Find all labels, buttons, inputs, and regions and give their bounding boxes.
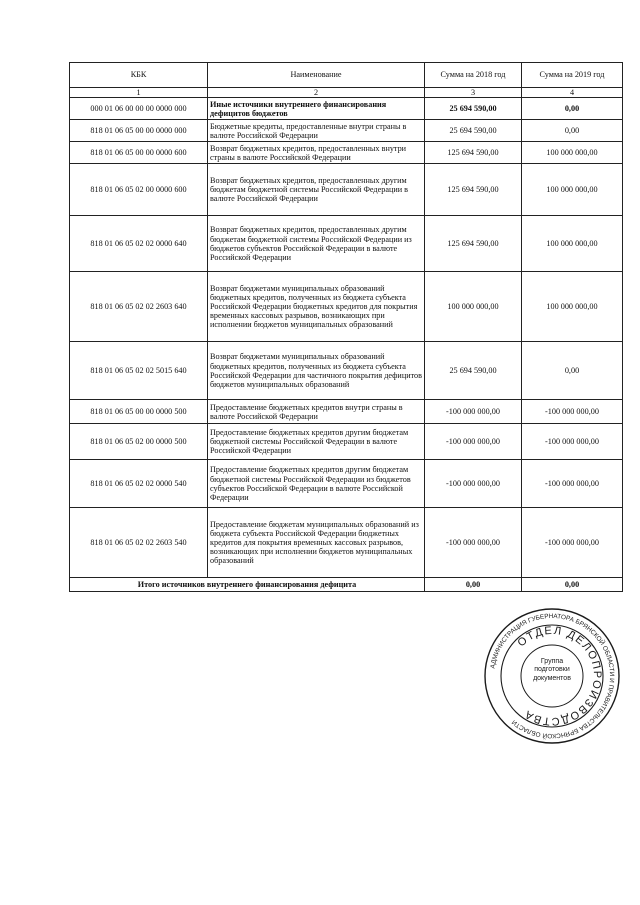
name-cell: Возврат бюджетных кредитов, предоставленных другим бюджетам бюджетной системы Российской Федерации в валюте Российской Федерации — [208, 164, 425, 216]
kbk-cell: 818 01 06 05 02 02 5015 640 — [70, 342, 208, 400]
kbk-cell: 818 01 06 05 02 02 2603 540 — [70, 508, 208, 578]
kbk-cell: 000 01 06 00 00 00 0000 000 — [70, 98, 208, 120]
table-row — [70, 508, 623, 578]
sum-2018-cell: -100 000 000,00 — [425, 400, 522, 424]
name-cell: Возврат бюджетами муниципальных образований бюджетных кредитов, полученных из бюджета субъекта Российской Федерации бюджетных кредитов для покрытия временных кассовых разрывов, возникающих при исполнении бюджетов муниципальных образований — [208, 272, 425, 342]
table-row — [70, 460, 623, 508]
kbk-cell: 818 01 06 05 02 02 0000 640 — [70, 216, 208, 272]
header-sum-2019: Сумма на 2019 год — [522, 63, 623, 88]
header-kbk: КБК — [70, 63, 208, 88]
table-row — [70, 142, 623, 164]
name-cell: Предоставление бюджетных кредитов другим бюджетам бюджетной системы Российской Федерации из бюджетов субъектов Российской Федерации в валюте Российской Федерации — [208, 460, 425, 508]
kbk-cell: 818 01 06 05 02 02 0000 540 — [70, 460, 208, 508]
total-label: Итого источников внутреннего финансирования дефицита — [70, 578, 425, 592]
budget-sources-table — [69, 62, 623, 592]
column-number: 3 — [425, 88, 522, 98]
sum-2019-cell: 0,00 — [522, 342, 623, 400]
sum-2019-cell: -100 000 000,00 — [522, 400, 623, 424]
column-number: 2 — [208, 88, 425, 98]
sum-2019-cell: 100 000 000,00 — [522, 272, 623, 342]
header-sum-2018: Сумма на 2018 год — [425, 63, 522, 88]
sum-2018-cell: 125 694 590,00 — [425, 164, 522, 216]
total-2019: 0,00 — [522, 578, 623, 592]
sum-2018-cell: 25 694 590,00 — [425, 120, 522, 142]
sum-2019-cell: 100 000 000,00 — [522, 216, 623, 272]
column-number: 4 — [522, 88, 623, 98]
kbk-cell: 818 01 06 05 02 02 2603 640 — [70, 272, 208, 342]
table-row — [70, 342, 623, 400]
kbk-cell: 818 01 06 05 02 00 0000 600 — [70, 164, 208, 216]
sum-2018-cell: -100 000 000,00 — [425, 424, 522, 460]
table-row — [70, 164, 623, 216]
sum-2018-cell: 100 000 000,00 — [425, 272, 522, 342]
sum-2019-cell: 100 000 000,00 — [522, 164, 623, 216]
kbk-cell: 818 01 06 05 00 00 0000 500 — [70, 400, 208, 424]
sum-2019-cell: -100 000 000,00 — [522, 424, 623, 460]
sum-2018-cell: 25 694 590,00 — [425, 98, 522, 120]
name-cell: Возврат бюджетных кредитов, предоставленных другим бюджетам бюджетной системы Российской Федерации из бюджетов субъектов Российской Федерации в валюте Российской Федерации — [208, 216, 425, 272]
name-cell: Предоставление бюджетам муниципальных образований из бюджета субъекта Российской Федерации бюджетных кредитов для покрытия временных кассовых разрывов, возникающих при исполнении бюджетов муниципальных образований — [208, 508, 425, 578]
total-row — [70, 578, 623, 592]
sum-2018-cell: 125 694 590,00 — [425, 142, 522, 164]
sum-2019-cell: -100 000 000,00 — [522, 508, 623, 578]
sum-2018-cell: 125 694 590,00 — [425, 216, 522, 272]
kbk-cell: 818 01 06 05 00 00 0000 600 — [70, 142, 208, 164]
name-cell: Предоставление бюджетных кредитов другим бюджетам бюджетной системы Российской Федерации в валюте Российской Федерации — [208, 424, 425, 460]
official-stamp — [482, 606, 622, 746]
stamp-center-text: Группа подготовки документов — [533, 658, 571, 682]
table-header-row — [70, 63, 623, 88]
table-row — [70, 400, 623, 424]
sum-2018-cell: 25 694 590,00 — [425, 342, 522, 400]
name-cell: Бюджетные кредиты, предоставленные внутри страны в валюте Российской Федерации — [208, 120, 425, 142]
sum-2018-cell: -100 000 000,00 — [425, 508, 522, 578]
stamp-ring-text: АДМИНИСТРАЦИЯ ГУБЕРНАТОРА БРЯНСКОЙ ОБЛАСТИ И ПРАВИТЕЛЬСТВА БРЯНСКОЙ ОБЛАСТИ — [489, 612, 616, 740]
kbk-cell: 818 01 06 05 02 00 0000 500 — [70, 424, 208, 460]
sum-2019-cell: -100 000 000,00 — [522, 460, 623, 508]
name-cell: Возврат бюджетами муниципальных образований бюджетных кредитов, полученных из бюджета субъекта Российской Федерации для частичного покрытия дефицитов бюджетов муниципальных образований — [208, 342, 425, 400]
stamp-arc-text: ОТДЕЛ ДЕЛОПРОИЗВОДСТВА — [515, 624, 604, 728]
table-row — [70, 424, 623, 460]
column-numbers-row — [70, 88, 623, 98]
name-cell: Иные источники внутреннего финансирования дефицитов бюджетов — [208, 98, 425, 120]
sum-2018-cell: -100 000 000,00 — [425, 460, 522, 508]
table-row — [70, 120, 623, 142]
sum-2019-cell: 0,00 — [522, 120, 623, 142]
kbk-cell: 818 01 06 05 00 00 0000 000 — [70, 120, 208, 142]
name-cell: Предоставление бюджетных кредитов внутри страны в валюте Российской Федерации — [208, 400, 425, 424]
name-cell: Возврат бюджетных кредитов, предоставленных внутри страны в валюте Российской Федерации — [208, 142, 425, 164]
total-2018: 0,00 — [425, 578, 522, 592]
table-row — [70, 98, 623, 120]
table-row — [70, 216, 623, 272]
table-row — [70, 272, 623, 342]
header-name: Наименование — [208, 63, 425, 88]
sum-2019-cell: 100 000 000,00 — [522, 142, 623, 164]
sum-2019-cell: 0,00 — [522, 98, 623, 120]
column-number: 1 — [70, 88, 208, 98]
